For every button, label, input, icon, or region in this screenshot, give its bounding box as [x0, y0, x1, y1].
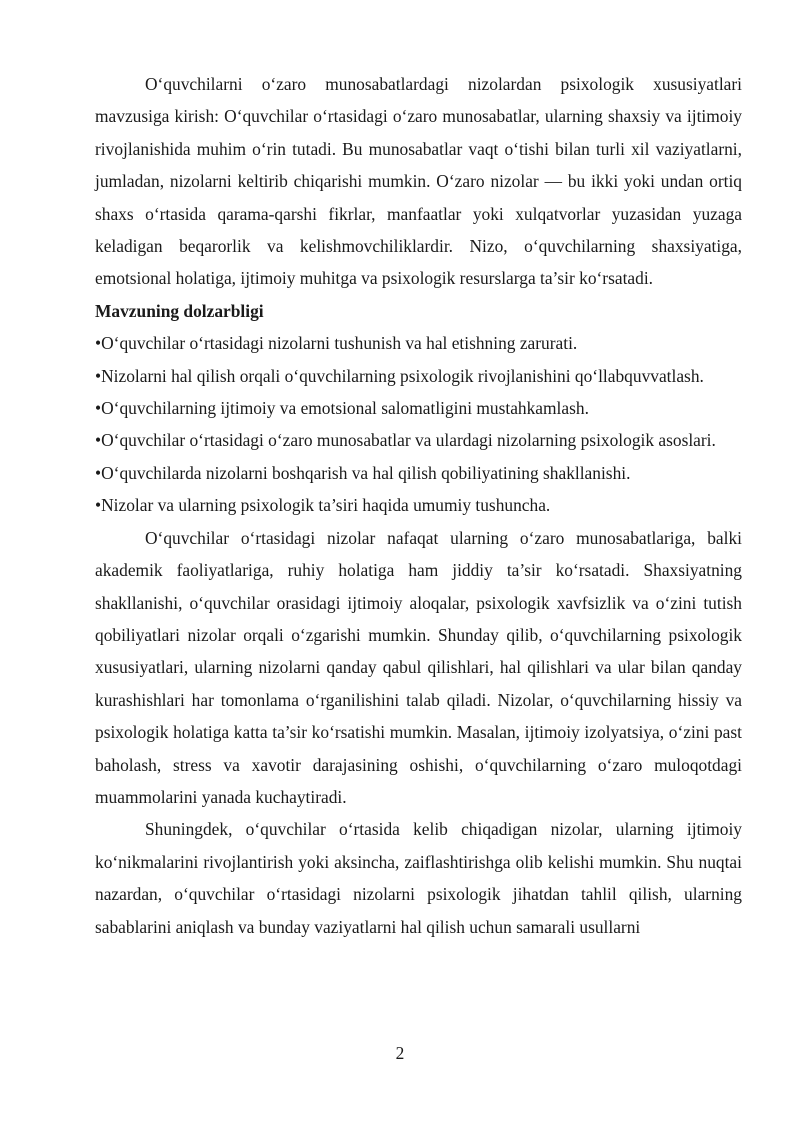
- body-paragraph-2: O‘quvchilar o‘rtasidagi nizolar nafaqat ularning o‘zaro munosabatlariga, balki akademik faoliyatlariga, ruhiy holatiga ham jiddiy ta’sir ko‘rsatadi. Shaxsiyatning shakllanishi, o‘quvchilar orasidagi ijtimoiy aloqalar, psixologik xavfsizlik va o‘zini tutish qobiliyatlari nizolar orqali o‘zgarishi mumkin. Shunday qilib, o‘quvchilarning psixologik xususiyatlari, ularning nizolarni qanday qabul qilishlari, hal qilishlari va ular bilan qanday kurashishlari har tomonlama o‘rganilishini talab qiladi. Nizolar, o‘quvchilarning hissiy va psixologik holatiga katta ta’sir ko‘rsatishi mumkin. Masalan, ijtimoiy izolyatsiya, o‘zini past baholash, stress va xavotir darajasining oshishi, o‘quvchilarning o‘zaro muloqotdagi muammolarini yanada kuchaytiradi.: [95, 527, 742, 807]
- intro-paragraph: O‘quvchilarni o‘zaro munosabatlardagi nizolardan psixologik xususiyatlari mavzusiga kirish: O‘quvchilar o‘rtasidagi o‘zaro munosabatlar, ularning shaxsiy va ijtimoiy rivojlanishida muhim o‘rin tutadi. Bu munosabatlar vaqt o‘tishi bilan turli xil vaziyatlarni, jumladan, nizolarni keltirib chiqarishi mumkin. O‘zaro nizolar — bu ikki yoki undan ortiq shaxs o‘rtasida qarama-qarshi fikrlar, manfaatlar yoki xulqatvorlar yuzasidan yuzaga keladigan beqarorlik va kelishmovchiliklardir. Nizo, o‘quvchilarning shaxsiyatiga, emotsional holatiga, ijtimoiy muhitga va psixologik resurslarga ta’sir ko‘rsatadi.: [95, 74, 742, 289]
- page-content: [95, 68, 742, 943]
- section-heading: Mavzuning dolzarbligi: [95, 300, 264, 321]
- bullet-item-4: •O‘quvchilar o‘rtasidagi o‘zaro munosabatlar va ulardagi nizolarning psixologik asoslari.: [95, 430, 716, 451]
- bullet-item-1: •O‘quvchilar o‘rtasidagi nizolarni tushunish va hal etishning zarurati.: [95, 333, 578, 354]
- bullet-item-5: •O‘quvchilarda nizolarni boshqarish va hal qilish qobiliyatining shakllanishi.: [95, 462, 631, 483]
- bullet-item-2: •Nizolarni hal qilish orqali o‘quvchilarning psixologik rivojlanishini qo‘llabquvvatlash.: [95, 365, 704, 386]
- body-paragraph-3: Shuningdek, o‘quvchilar o‘rtasida kelib chiqadigan nizolar, ularning ijtimoiy ko‘nikmalarini rivojlantirish yoki aksincha, zaiflashtirishga olib kelishi mumkin. Shu nuqtai nazardan, o‘quvchilar o‘rtasidagi nizolarni psixologik jihatdan tahlil qilish, ularning sabablarini aniqlash va bunday vaziyatlarni hal qilish uchun samarali usullarni: [95, 819, 742, 937]
- bullet-item-3: •O‘quvchilarning ijtimoiy va emotsional salomatligini mustahkamlash.: [95, 398, 589, 419]
- page-number: 2: [395, 1043, 405, 1063]
- bullet-item-6: •Nizolar va ularning psixologik ta’siri haqida umumiy tushuncha.: [95, 495, 551, 516]
